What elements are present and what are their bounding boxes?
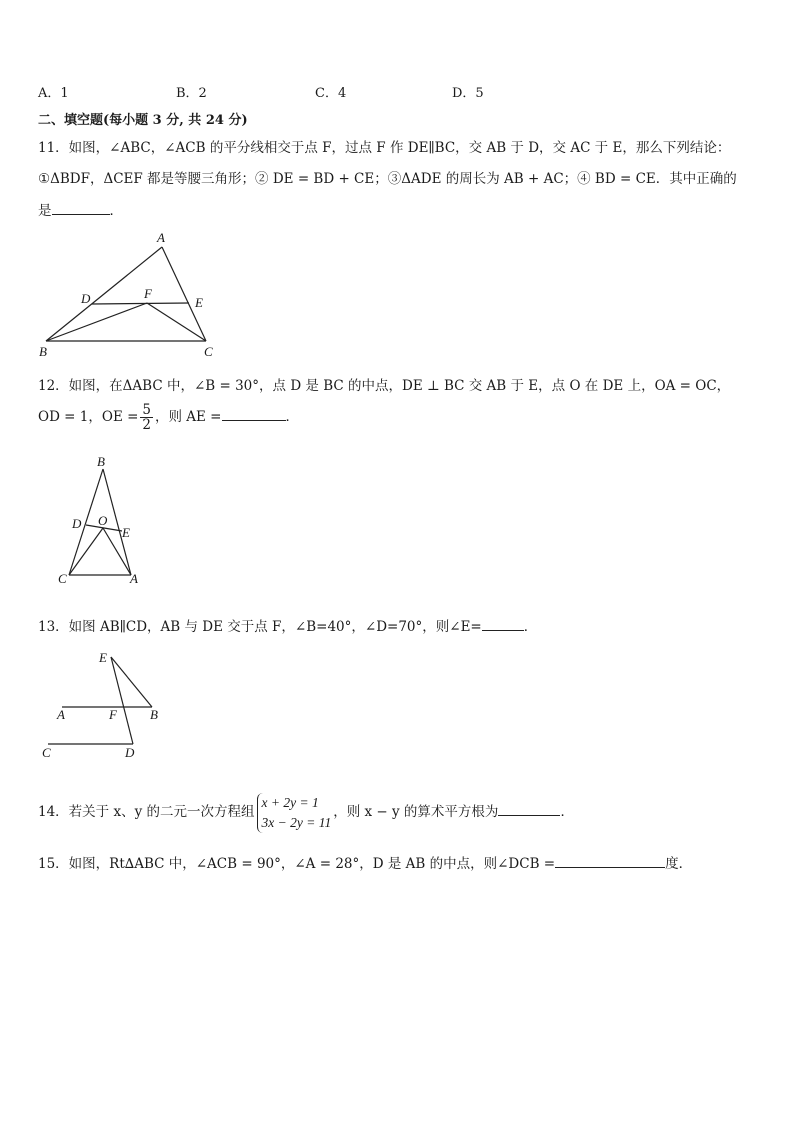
q14-prefix: 14．若关于 x、y 的二元一次方程组 [38,804,255,820]
q12-label-C: C [58,571,67,586]
q15-end: 度． [665,856,693,872]
q14-eq1: x + 2y = 1 [261,794,319,810]
q12-label-D: D [72,516,82,531]
q11-answer-blank[interactable] [52,201,110,215]
q13-figure [36,646,176,762]
q13-label-C: C [42,745,51,760]
choice-a: A．1 [38,86,69,101]
q13-label-B: B [150,707,158,722]
q12-frac-den: 2 [142,417,151,433]
q14-answer-blank[interactable] [498,802,560,816]
q11-label-F: F [144,286,152,301]
q12-figure [54,452,154,586]
q13-end: ． [523,619,538,635]
q11-figure [36,228,226,364]
q13-label-E: E [99,650,107,665]
q13-answer-blank[interactable] [482,617,524,631]
choice-c: C．4 [315,86,347,101]
q12-line1: 12．如图，在ΔABC 中，∠B = 30°，点 D 是 BC 的中点，DE ⊥ BC 交 AB 于 E，点 O 在 DE 上，OA = OC， [38,378,731,394]
q15-line [38,852,692,872]
q12-label-O: O [98,513,108,528]
q11-prefix: 是 [38,203,52,219]
q12-end: ． [285,409,299,425]
q14-line [38,790,574,834]
q12-answer-blank[interactable] [222,407,286,421]
q15-answer-blank[interactable] [555,854,665,868]
q15-text: 15．如图，Rt∆ABC 中，∠ACB = 90°，∠A = 28°，D 是 AB 的中点，则∠DCB = [38,856,556,872]
q12-label-B: B [97,454,105,469]
q11-label-C: C [204,344,213,359]
q14-end: ． [560,804,574,820]
q13-label-A: A [57,707,65,722]
q12-given: OD = 1，OE = [38,409,139,425]
q11-line3 [38,199,123,219]
q11-label-B: B [39,344,47,359]
choice-b: B．2 [176,86,207,101]
q12-frac-num: 5 [142,402,151,418]
q12-line2 [38,400,299,434]
q12-ask: ，则 AE = [155,409,222,425]
q11-suffix: ． [109,203,123,219]
section-header: 二、填空题(每小题 3 分, 共 24 分) [38,113,248,128]
q11-label-A: A [157,230,165,245]
q11-line1: 11．如图，∠ABC，∠ACB 的平分线相交于点 F，过点 F 作 DE∥BC，交 AB 于 D，交 AC 于 E，那么下列结论： [38,140,731,156]
q14-mid: ，则 x − y 的算术平方根为 [333,804,499,820]
q12-label-A: A [130,571,138,586]
q13-text: 13．如图 AB∥CD，AB 与 DE 交于点 F，∠B=40°，∠D=70°，则∠E= [38,619,482,635]
q13-line [38,615,537,635]
q12-fraction [140,403,153,432]
q14-equation-system [257,793,332,833]
q14-eq2: 3x − 2y = 11 [261,814,332,830]
choice-d: D．5 [452,86,484,101]
q11-line2: ①ΔBDF，ΔCEF 都是等腰三角形；② DE = BD + CE；③ΔADE 的周长为 AB + AC；④ BD = CE．其中正确的 [38,171,737,187]
q12-label-E: E [122,525,130,540]
q13-label-D: D [125,745,135,760]
q11-label-E: E [195,295,203,310]
q13-label-F: F [109,707,117,722]
q11-label-D: D [81,291,91,306]
